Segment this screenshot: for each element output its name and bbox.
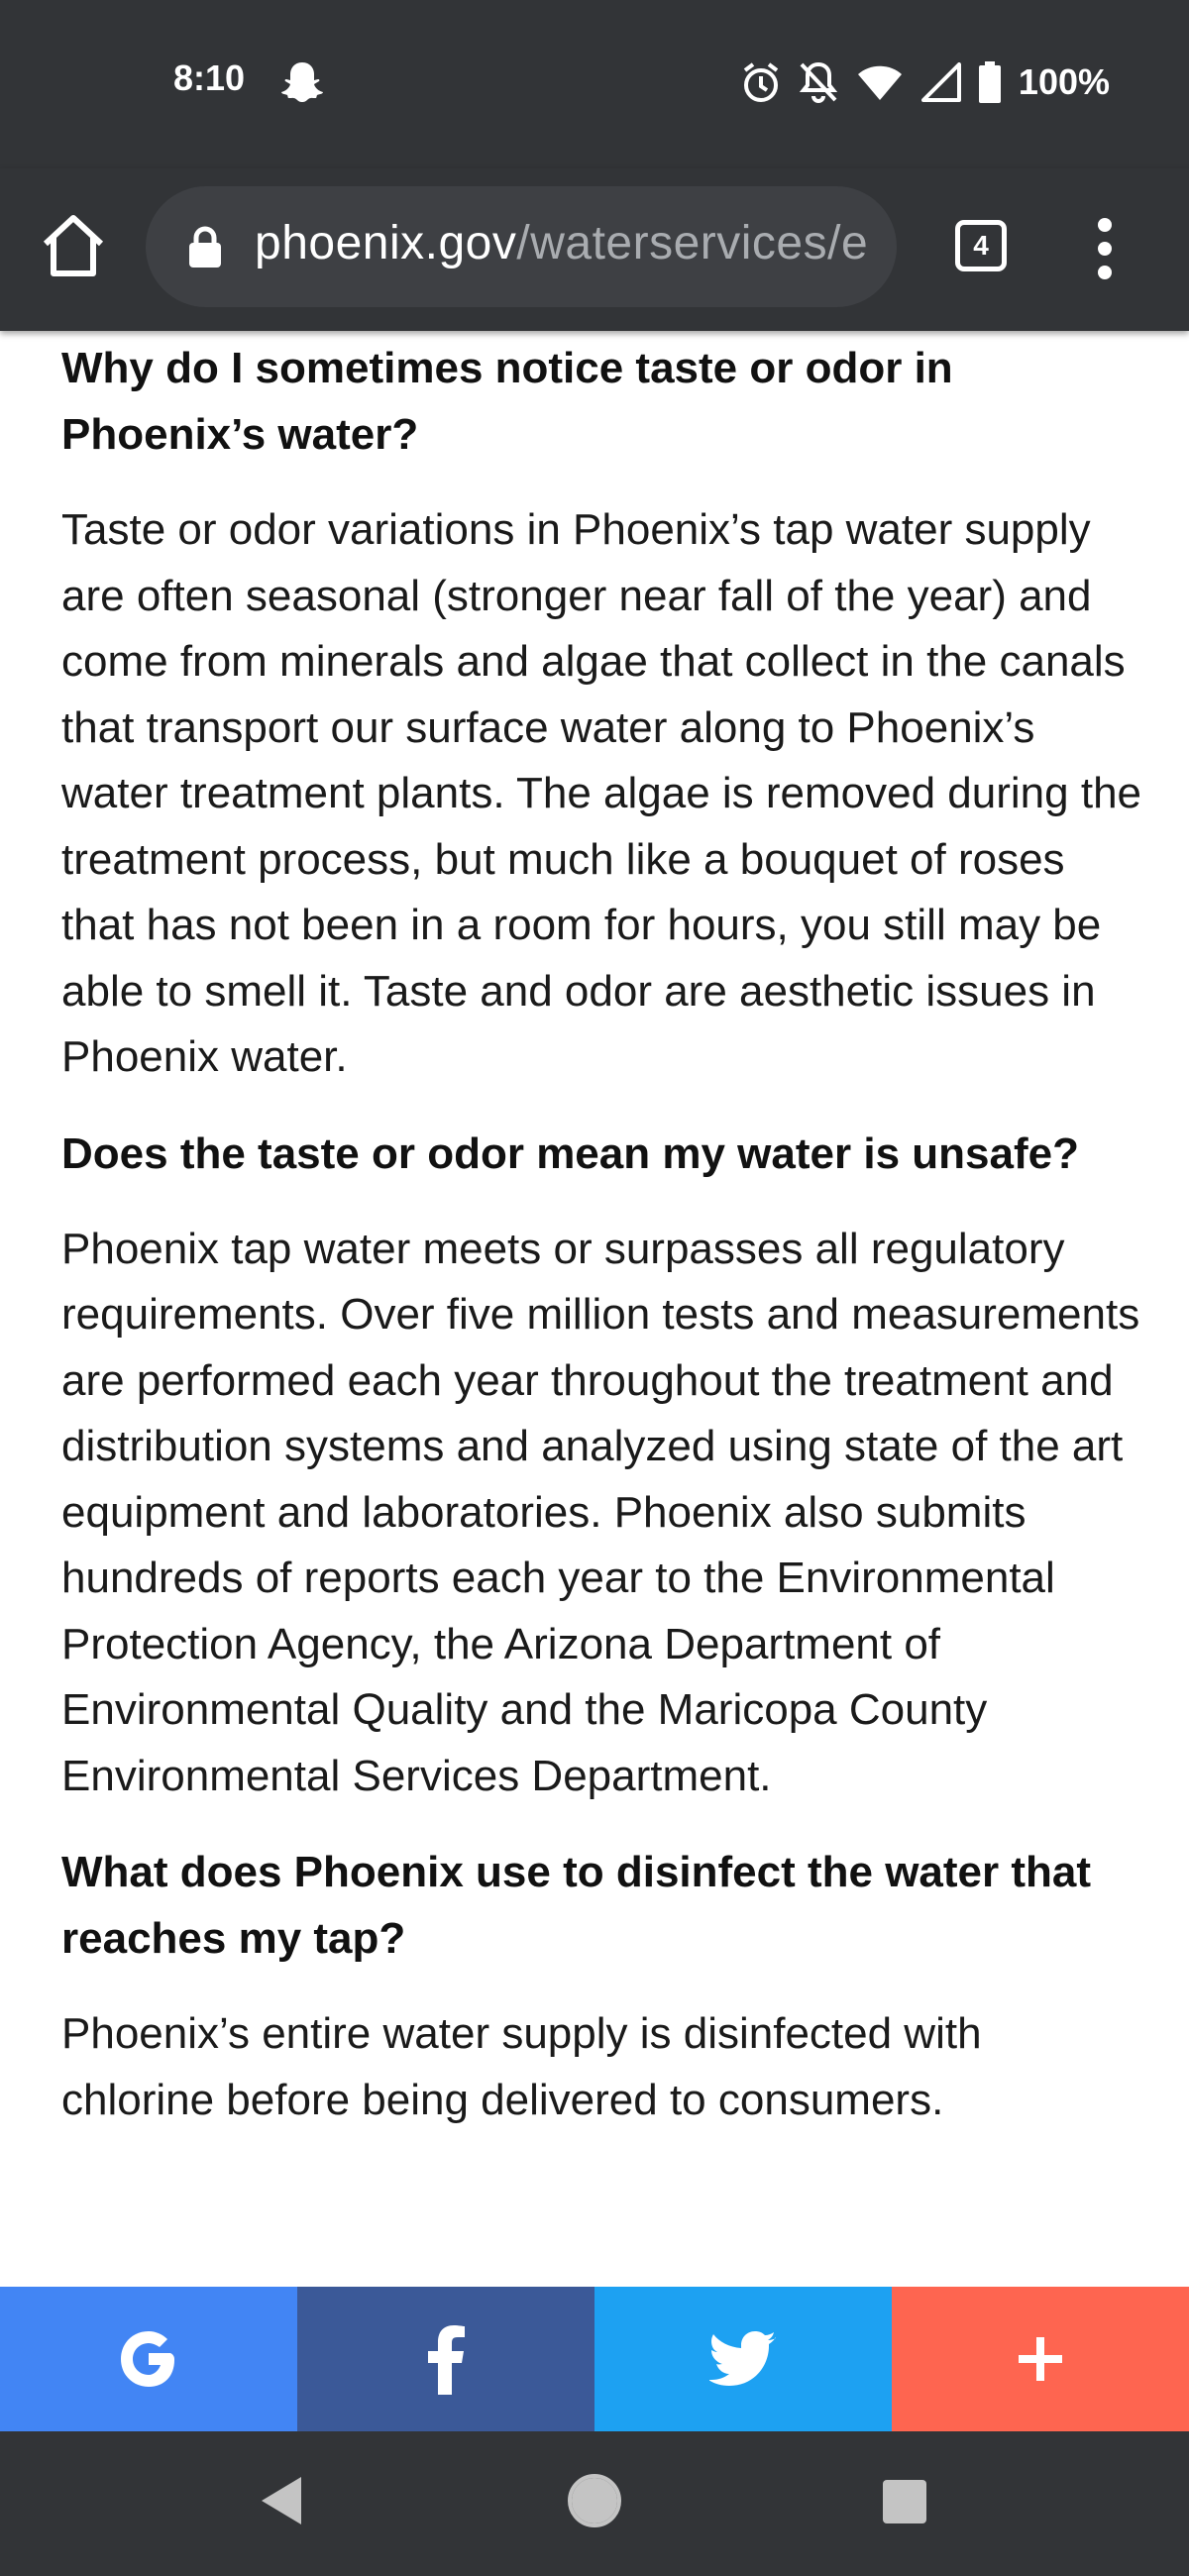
status-time: 8:10 — [173, 57, 246, 98]
tab-switcher-button[interactable]: 4 — [955, 220, 1007, 271]
wifi-icon — [856, 62, 904, 102]
faq-question: What does Phoenix use to disinfect the water that reaches my tap? — [61, 1848, 1092, 1963]
battery-percent: 100% — [1018, 61, 1110, 102]
url-text — [255, 216, 868, 270]
faq-content — [61, 335, 1141, 2287]
overflow-menu-icon[interactable] — [1090, 218, 1120, 279]
lock-icon — [187, 226, 223, 268]
browser-toolbar — [0, 168, 1189, 331]
recents-icon[interactable] — [882, 2479, 927, 2524]
plus-icon — [1015, 2333, 1066, 2385]
battery-icon — [979, 61, 1001, 103]
address-bar[interactable] — [146, 186, 897, 307]
notifications-off-icon — [799, 60, 838, 104]
home-icon[interactable] — [38, 210, 109, 281]
share-google-button[interactable] — [0, 2287, 297, 2431]
faq-answer: Taste or odor variations in Phoenix’s tap water supply are often seasonal (stronger near fall of the year) and come from minerals and algae that collect in the canals that transport our surface water along to Phoenix’s water treatment plants. The algae is removed during the treatment process, but much like a bouquet of roses that has not been in a room for hours, you still may be able to smell it. Taste and odor are aesthetic issues in Phoenix water. — [61, 505, 1141, 1081]
faq-question: Why do I sometimes notice taste or odor in Phoenix’s water? — [61, 344, 953, 459]
facebook-icon — [424, 2323, 468, 2395]
url-path: /waterservices/e — [516, 217, 869, 269]
twitter-icon — [709, 2331, 777, 2387]
faq-answer: Phoenix’s entire water supply is disinfected with chlorine before being delivered to consumers. — [61, 2009, 982, 2124]
share-more-button[interactable] — [892, 2287, 1189, 2431]
share-bar — [0, 2287, 1189, 2431]
share-facebook-button[interactable] — [297, 2287, 594, 2431]
status-icons — [741, 59, 1110, 105]
alarm-icon — [741, 60, 781, 104]
faq-answer: Phoenix tap water meets or surpasses all regulatory requirements. Over five million tests and measurements are performed each year throughout the treatment and distribution systems and analyzed using state of the art equipment and laboratories. Phoenix also submits hundreds of reports each year to the Environmental Protection Agency, the Arizona Department of Environmental Quality and the Maricopa County Environmental Services Department. — [61, 1224, 1140, 1800]
faq-question: Does the taste or odor mean my water is unsafe? — [61, 1128, 1079, 1178]
url-domain: phoenix.gov — [255, 217, 517, 269]
status-bar — [0, 0, 1189, 168]
home-circle-icon[interactable] — [567, 2473, 622, 2528]
back-icon[interactable] — [260, 2475, 303, 2526]
share-twitter-button[interactable] — [594, 2287, 892, 2431]
snapchat-ghost-icon — [280, 59, 324, 105]
google-icon — [113, 2323, 184, 2395]
signal-icon — [921, 62, 961, 102]
system-nav-bar — [0, 2431, 1189, 2576]
